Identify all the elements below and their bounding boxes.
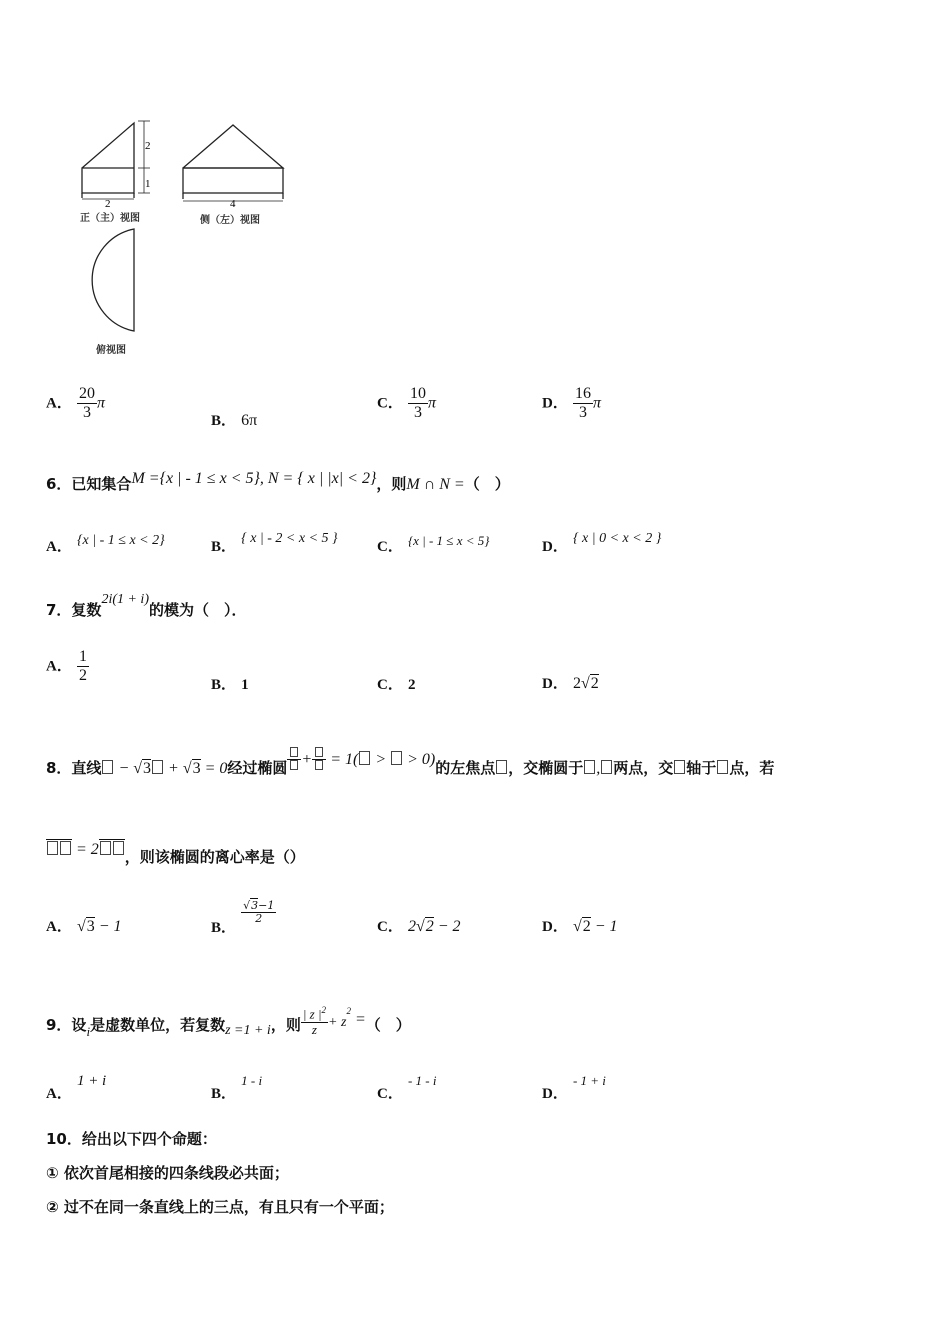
question-text: 9．设: [46, 1015, 87, 1034]
dim-1-vertical: 1: [145, 178, 151, 190]
option-label: D．: [542, 919, 568, 935]
frac-num-tail: −1: [258, 899, 275, 912]
radicand: 3: [192, 760, 201, 777]
frac-num: 1: [78, 648, 87, 665]
radicand: 3: [251, 899, 259, 912]
option-label: A．: [46, 395, 72, 412]
q8-option-a: A． √3 − 1: [46, 918, 122, 935]
option-value: 1 - i: [241, 1073, 263, 1088]
imag-unit: i: [86, 1023, 91, 1039]
q8-option-c: C． 2√2 − 2: [377, 918, 461, 935]
missing-glyph-icon: [290, 760, 298, 770]
option-label: D．: [542, 1086, 568, 1102]
missing-glyph-icon: [601, 760, 612, 774]
radicand: 2: [582, 918, 591, 935]
frac-den: 2: [255, 912, 263, 926]
missing-glyph-icon: [359, 751, 370, 765]
question-text: ，交椭圆于: [508, 759, 584, 777]
three-view-figure: [70, 115, 290, 365]
question-text: 两点，交: [613, 759, 674, 777]
missing-glyph-icon: [391, 751, 402, 765]
option-value: { x | 0 < x < 2 }: [572, 531, 662, 546]
missing-glyph-icon: [674, 760, 685, 774]
frac-den: 2: [78, 666, 87, 684]
q8-option-b: B． $\frac{√3-1}{2}$: [211, 899, 275, 937]
question-text: ，则该椭圆的离心率是（）: [124, 848, 305, 866]
option-label: C．: [377, 539, 403, 555]
plus-z-squared: + z: [328, 1014, 347, 1030]
set-definition: M ={x | - 1 ≤ x < 5}, N = { x | |x| < 2}: [131, 470, 377, 487]
top-view: [92, 229, 134, 331]
q7-option-c: [377, 673, 415, 694]
pi-symbol: π: [427, 394, 436, 412]
option-coef: 2: [572, 675, 581, 692]
side-view-caption: 侧（左）视图: [200, 215, 260, 226]
question-text: 轴于: [686, 759, 717, 777]
ellipse-cond: >: [371, 751, 391, 768]
q7-option-d: D． 2√2: [542, 675, 599, 692]
line-equals: = 0: [200, 760, 228, 777]
q9-stem: 9．设i是虚数单位，若复数z =1 + i，则 $\frac{| z |^2}{z}$ + $z^2$ =（ ）: [46, 1005, 411, 1039]
q10-proposition-2: ② 过不在同一条直线上的三点，有且只有一个平面；: [46, 1198, 394, 1216]
frac-den: 3: [413, 403, 422, 421]
question-text: 是虚数单位，若复数: [90, 1015, 226, 1034]
side-view: [183, 125, 283, 201]
frac-num: 16: [574, 385, 591, 402]
option-label: D．: [542, 539, 568, 555]
radicand: 2: [425, 918, 434, 935]
q5-option-a: [46, 385, 105, 421]
option-label: D．: [542, 676, 568, 692]
option-tail: − 1: [590, 918, 618, 935]
dim-4-base: 4: [230, 198, 236, 210]
missing-glyph-icon: [47, 841, 58, 855]
option-value: - 1 - i: [407, 1073, 437, 1088]
missing-glyph-icon: [113, 841, 124, 855]
option-label: B．: [211, 1086, 237, 1102]
question-text: （ ）: [365, 1015, 411, 1034]
frac-num: | z |: [302, 1006, 322, 1022]
q5-option-c: [377, 385, 436, 421]
question-text: 6．已知集合: [46, 475, 132, 493]
missing-glyph-icon: [315, 747, 323, 757]
intersection-expr: M ∩ N =: [406, 476, 465, 493]
q6-stem: [46, 470, 510, 494]
option-label: C．: [377, 919, 403, 935]
missing-glyph-icon: [717, 760, 728, 774]
front-view-caption: 正（主）视图: [80, 213, 140, 224]
missing-glyph-icon: [584, 760, 595, 774]
option-label: B．: [211, 413, 237, 429]
vector-eq: = 2: [72, 841, 99, 858]
q8-stem-line2: [46, 838, 305, 866]
missing-glyph-icon: [315, 760, 323, 770]
question-text: ，则: [376, 475, 407, 493]
missing-glyph-icon: [102, 760, 113, 774]
option-value: 1 + i: [76, 1073, 107, 1089]
option-value: 2: [407, 677, 416, 693]
ellipse-cond-end: > 0): [403, 751, 436, 768]
complex-expr: 2i(1 + i): [101, 592, 149, 607]
vector-expr: [99, 839, 125, 858]
question-text: （ ）: [464, 475, 510, 493]
question-text: 的模为（ ）．: [149, 601, 247, 619]
question-text: ，则: [270, 1015, 301, 1034]
radicand: 3: [143, 760, 152, 777]
front-view: [82, 121, 150, 199]
option-label: B．: [211, 677, 237, 693]
frac-num: 20: [78, 385, 95, 402]
frac-den: z: [311, 1021, 317, 1037]
missing-glyph-icon: [496, 760, 507, 774]
option-tail: − 1: [94, 918, 122, 935]
q9-option-a: [46, 1069, 107, 1102]
z-definition: z =1 + i: [225, 1022, 271, 1038]
question-text: 点，若: [729, 759, 775, 777]
question-text: 8．直线: [46, 759, 102, 777]
dim-2-vertical: 2: [145, 140, 151, 152]
frac-den: 3: [82, 403, 91, 421]
option-label: A．: [46, 539, 72, 555]
q8-option-d: D． √2 − 1: [542, 918, 618, 935]
radicand: 2: [590, 675, 599, 692]
top-view-caption: 俯视图: [96, 345, 126, 356]
option-value: 1: [241, 677, 249, 693]
q9-option-d: [542, 1069, 606, 1102]
option-value: { x | - 2 < x < 5 }: [241, 531, 338, 546]
q6-option-a: [46, 535, 165, 556]
option-label: A．: [46, 658, 72, 675]
dim-2-base: 2: [105, 198, 111, 210]
option-tail: − 2: [433, 918, 461, 935]
q9-option-b: [211, 1069, 263, 1102]
q5-option-b: [211, 409, 257, 430]
option-coef: 2: [407, 918, 416, 935]
option-value: 6π: [241, 412, 258, 429]
q10-proposition-1: ① 依次首尾相接的四条线段必共面；: [46, 1164, 289, 1182]
line-minus: −: [114, 760, 134, 777]
frac-den: 3: [578, 403, 587, 421]
q5-option-d: [542, 385, 601, 421]
question-text: 7．复数: [46, 601, 102, 619]
question-text: 的左焦点: [435, 759, 496, 777]
option-label: D．: [542, 395, 568, 412]
option-label: B．: [211, 920, 237, 937]
missing-glyph-icon: [152, 760, 163, 774]
missing-glyph-icon: [100, 841, 111, 855]
equals: =: [350, 1010, 366, 1028]
q9-option-c: [377, 1069, 437, 1102]
question-text: 经过椭圆: [227, 759, 288, 777]
missing-glyph-icon: [60, 841, 71, 855]
option-value: {x | - 1 ≤ x < 2}: [76, 533, 165, 548]
pi-symbol: π: [592, 394, 601, 412]
radicand: 3: [86, 918, 95, 935]
option-label: C．: [377, 1086, 403, 1102]
option-value: - 1 + i: [572, 1073, 606, 1088]
q7-option-b: [211, 673, 249, 694]
vector-expr: [46, 839, 72, 858]
q7-stem: [46, 592, 247, 620]
option-value: {x | - 1 ≤ x < 5}: [407, 533, 490, 548]
missing-glyph-icon: [290, 747, 298, 757]
option-label: C．: [377, 677, 403, 693]
frac-num: 10: [409, 385, 426, 402]
q6-option-c: [377, 535, 489, 556]
q6-option-d: [542, 531, 662, 556]
option-label: A．: [46, 1086, 72, 1102]
q10-stem: 10．给出以下四个命题：: [46, 1130, 217, 1148]
option-label: A．: [46, 919, 72, 935]
pi-symbol: π: [96, 394, 105, 412]
ellipse-eq: = 1(: [326, 751, 359, 768]
option-label: C．: [377, 395, 403, 412]
q6-option-b: [211, 531, 338, 556]
option-label: B．: [211, 539, 237, 555]
q8-stem: 8．直线 − √3 + √3 = 0经过椭圆 + = 1( > > 0)的左焦点 ，交椭圆于 , 两点，交 轴于 点，若: [46, 756, 774, 781]
q7-option-a: [46, 648, 89, 684]
line-plus: +: [164, 760, 183, 777]
